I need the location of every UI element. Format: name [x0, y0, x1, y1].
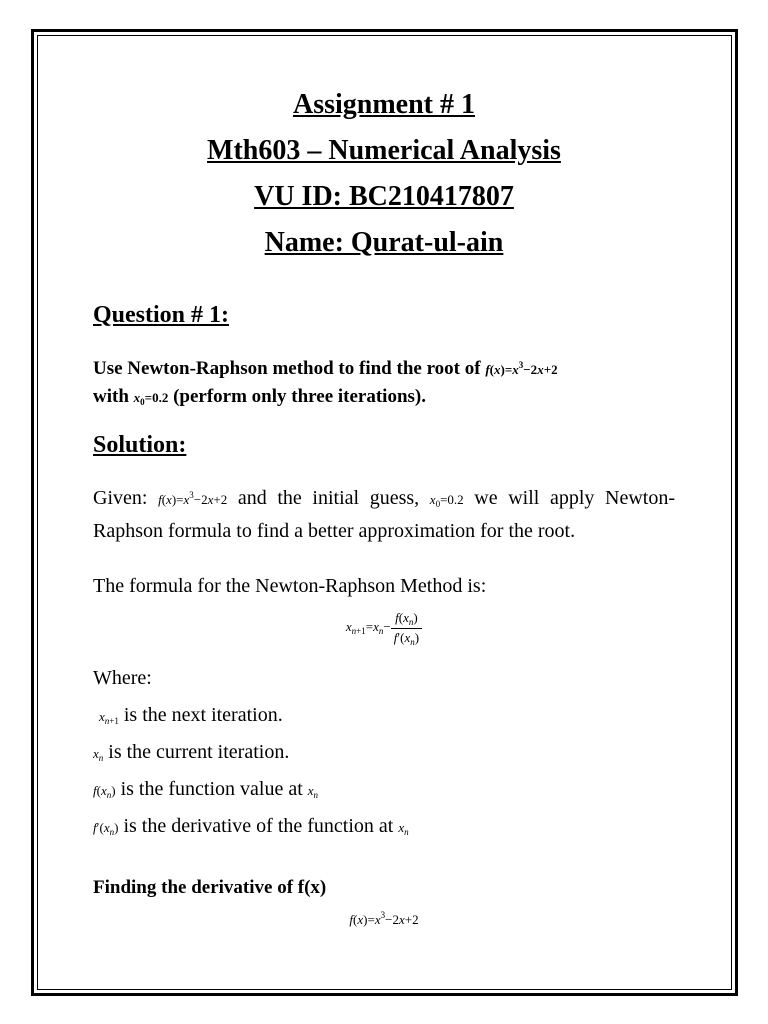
- definition-current-iteration: $x_n$ is the current iteration.: [93, 741, 290, 763]
- function-expression: $f(x)=x^3-2x+2$: [158, 490, 228, 507]
- student-name: Name: Qurat-ul-ain: [264, 227, 504, 258]
- question-text: Use Newton-Raphson method to find the root of $f(x)=x^3-2x+2$ with $x_0=0.2$ (perform only three iterations).: [93, 358, 558, 407]
- initial-guess-expression: $x_0=0.2$: [429, 492, 464, 509]
- vu-id: VU ID: BC210417807: [254, 181, 514, 212]
- definition-next-iteration: $x_{n+1}$ is the next iteration.: [99, 704, 283, 726]
- function-equation: $f(x)=x^3-2x+2$: [349, 910, 419, 927]
- given-paragraph: Given: $f(x)=x^3-2x+2$ and the initial guess, $x_0=0.2$ we will apply Newton-Raphson formula to find a better approximation for the root.: [93, 487, 675, 542]
- derivative-heading: Finding the derivative of f(x): [93, 877, 327, 898]
- course-title: Mth603 – Numerical Analysis: [207, 135, 561, 166]
- initial-guess-expression: $x_0=0.2$: [133, 390, 169, 407]
- newton-raphson-formula: $x_{n+1}=x_n-$ $\frac{f(x_n)}{f'(x_n)}$: [93, 610, 675, 647]
- where-label: Where:: [93, 667, 152, 689]
- definition-derivative: $f'(x_n)$ is the derivative of the function at $x_n$: [93, 815, 409, 837]
- solution-heading: Solution:: [93, 432, 187, 458]
- definition-function-value: $f(x_n)$ is the function value at $x_n$: [93, 778, 319, 800]
- question-heading: Question # 1:: [93, 302, 230, 328]
- formula-intro: The formula for the Newton-Raphson Method is:: [93, 575, 487, 597]
- assignment-title: Assignment # 1: [292, 89, 475, 120]
- function-expression: $f(x)=x^3-2x+2$: [485, 360, 558, 377]
